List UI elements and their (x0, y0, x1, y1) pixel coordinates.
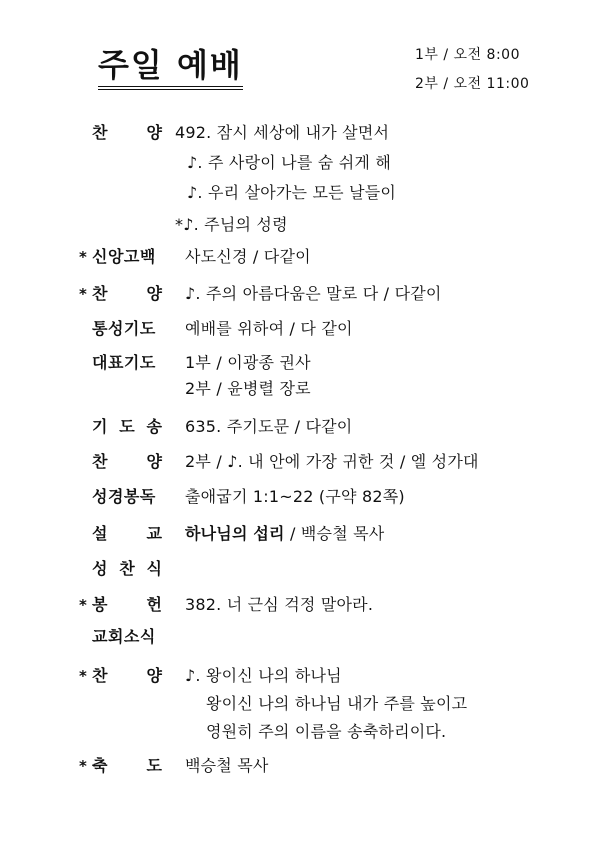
content-line: 2부 / 윤병렬 장로 (185, 379, 311, 398)
label-char: 봉 (92, 595, 108, 614)
order-label (92, 554, 162, 584)
preacher: / 백승철 목사 (284, 524, 385, 543)
label-char: 도 (146, 756, 162, 775)
hymn-line: ♪. 주 사랑이 나를 숨 쉬게 해 (187, 153, 391, 172)
hymn-line: ♪. 왕이신 나의 하나님 (185, 666, 342, 685)
order-content: 382. 너 근심 걱정 말아라. (185, 595, 374, 614)
order-item-benediction (0, 751, 600, 781)
order-label (92, 447, 162, 477)
order-item-sermon (0, 519, 600, 549)
order-content: 사도신경 / 다같이 (185, 247, 311, 266)
order-label: 성경봉독 (92, 487, 156, 506)
label-char: 송 (146, 417, 162, 436)
order-item-prayer-song (0, 412, 600, 442)
label-char: 교 (146, 524, 162, 543)
order-label (92, 118, 162, 148)
order-content: 출애굽기 1:1~22 (구약 82쪽) (185, 487, 405, 506)
order-label (92, 751, 162, 781)
order-label (92, 590, 162, 620)
stand-marker: * (79, 667, 87, 685)
hymn-line: ♪. 우리 살아가는 모든 날들이 (187, 183, 397, 202)
label-char: 기 (92, 417, 108, 436)
label-char: 찬 (92, 452, 108, 471)
order-item-scripture (0, 482, 600, 512)
order-label: 통성기도 (92, 319, 156, 338)
label-char: 설 (92, 524, 108, 543)
label-char: 성 (92, 559, 108, 578)
label-char: 양 (146, 123, 162, 142)
stand-marker: * (79, 248, 87, 266)
label-char: 찬 (119, 559, 135, 578)
order-label (92, 412, 162, 442)
order-item-hymn-1 (0, 118, 600, 234)
order-label: 대표기도 (92, 353, 156, 372)
label-char: 찬 (92, 666, 108, 685)
service-time-first: 1부 / 오전 8:00 (415, 47, 520, 63)
order-item-communion (0, 554, 600, 584)
service-time-second: 2부 / 오전 11:00 (415, 76, 530, 92)
order-item-offering (0, 590, 600, 620)
sermon-title: 하나님의 섭리 (185, 524, 285, 543)
content-line: 1부 / 이광종 권사 (185, 353, 311, 372)
label-char: 도 (119, 417, 135, 436)
order-content: 예배를 위하여 / 다 같이 (185, 319, 353, 338)
label-char: 찬 (92, 284, 108, 303)
order-label (92, 279, 162, 309)
label-char: 헌 (146, 595, 162, 614)
order-item-representative-prayer (0, 348, 600, 398)
order-label (92, 661, 162, 691)
hymn-line: 영원히 주의 이름을 송축하리이다. (206, 722, 447, 741)
hymn-line: *♪. 주님의 성령 (175, 215, 288, 234)
page-title: 주일 예배 (98, 46, 243, 90)
order-item-hymn-2 (0, 279, 600, 309)
label-char: 양 (146, 666, 162, 685)
order-item-announcements (0, 622, 600, 652)
label-char: 축 (92, 756, 108, 775)
order-label: 교회소식 (92, 627, 156, 646)
stand-marker: * (79, 596, 87, 614)
order-content: ♪. 주의 아름다움은 말로 다 / 다같이 (185, 284, 442, 303)
stand-marker: * (79, 757, 87, 775)
label-char: 양 (146, 284, 162, 303)
label-char: 찬 (92, 123, 108, 142)
order-item-hymn-closing (0, 661, 600, 741)
order-label: 신앙고백 (92, 247, 156, 266)
order-content: 635. 주기도문 / 다같이 (185, 417, 353, 436)
order-item-creed (0, 242, 600, 272)
hymn-line: 492. 잠시 세상에 내가 살면서 (175, 123, 390, 142)
order-content: 2부 / ♪. 내 안에 가장 귀한 것 / 엘 성가대 (185, 452, 479, 471)
label-char: 양 (146, 452, 162, 471)
order-item-choir (0, 447, 600, 477)
order-content: 백승철 목사 (185, 756, 269, 775)
order-label (92, 519, 162, 549)
order-content (185, 519, 384, 549)
label-char: 식 (146, 559, 162, 578)
hymn-line: 왕이신 나의 하나님 내가 주를 높이고 (206, 694, 468, 713)
order-item-prayer (0, 314, 600, 344)
stand-marker: * (79, 285, 87, 303)
